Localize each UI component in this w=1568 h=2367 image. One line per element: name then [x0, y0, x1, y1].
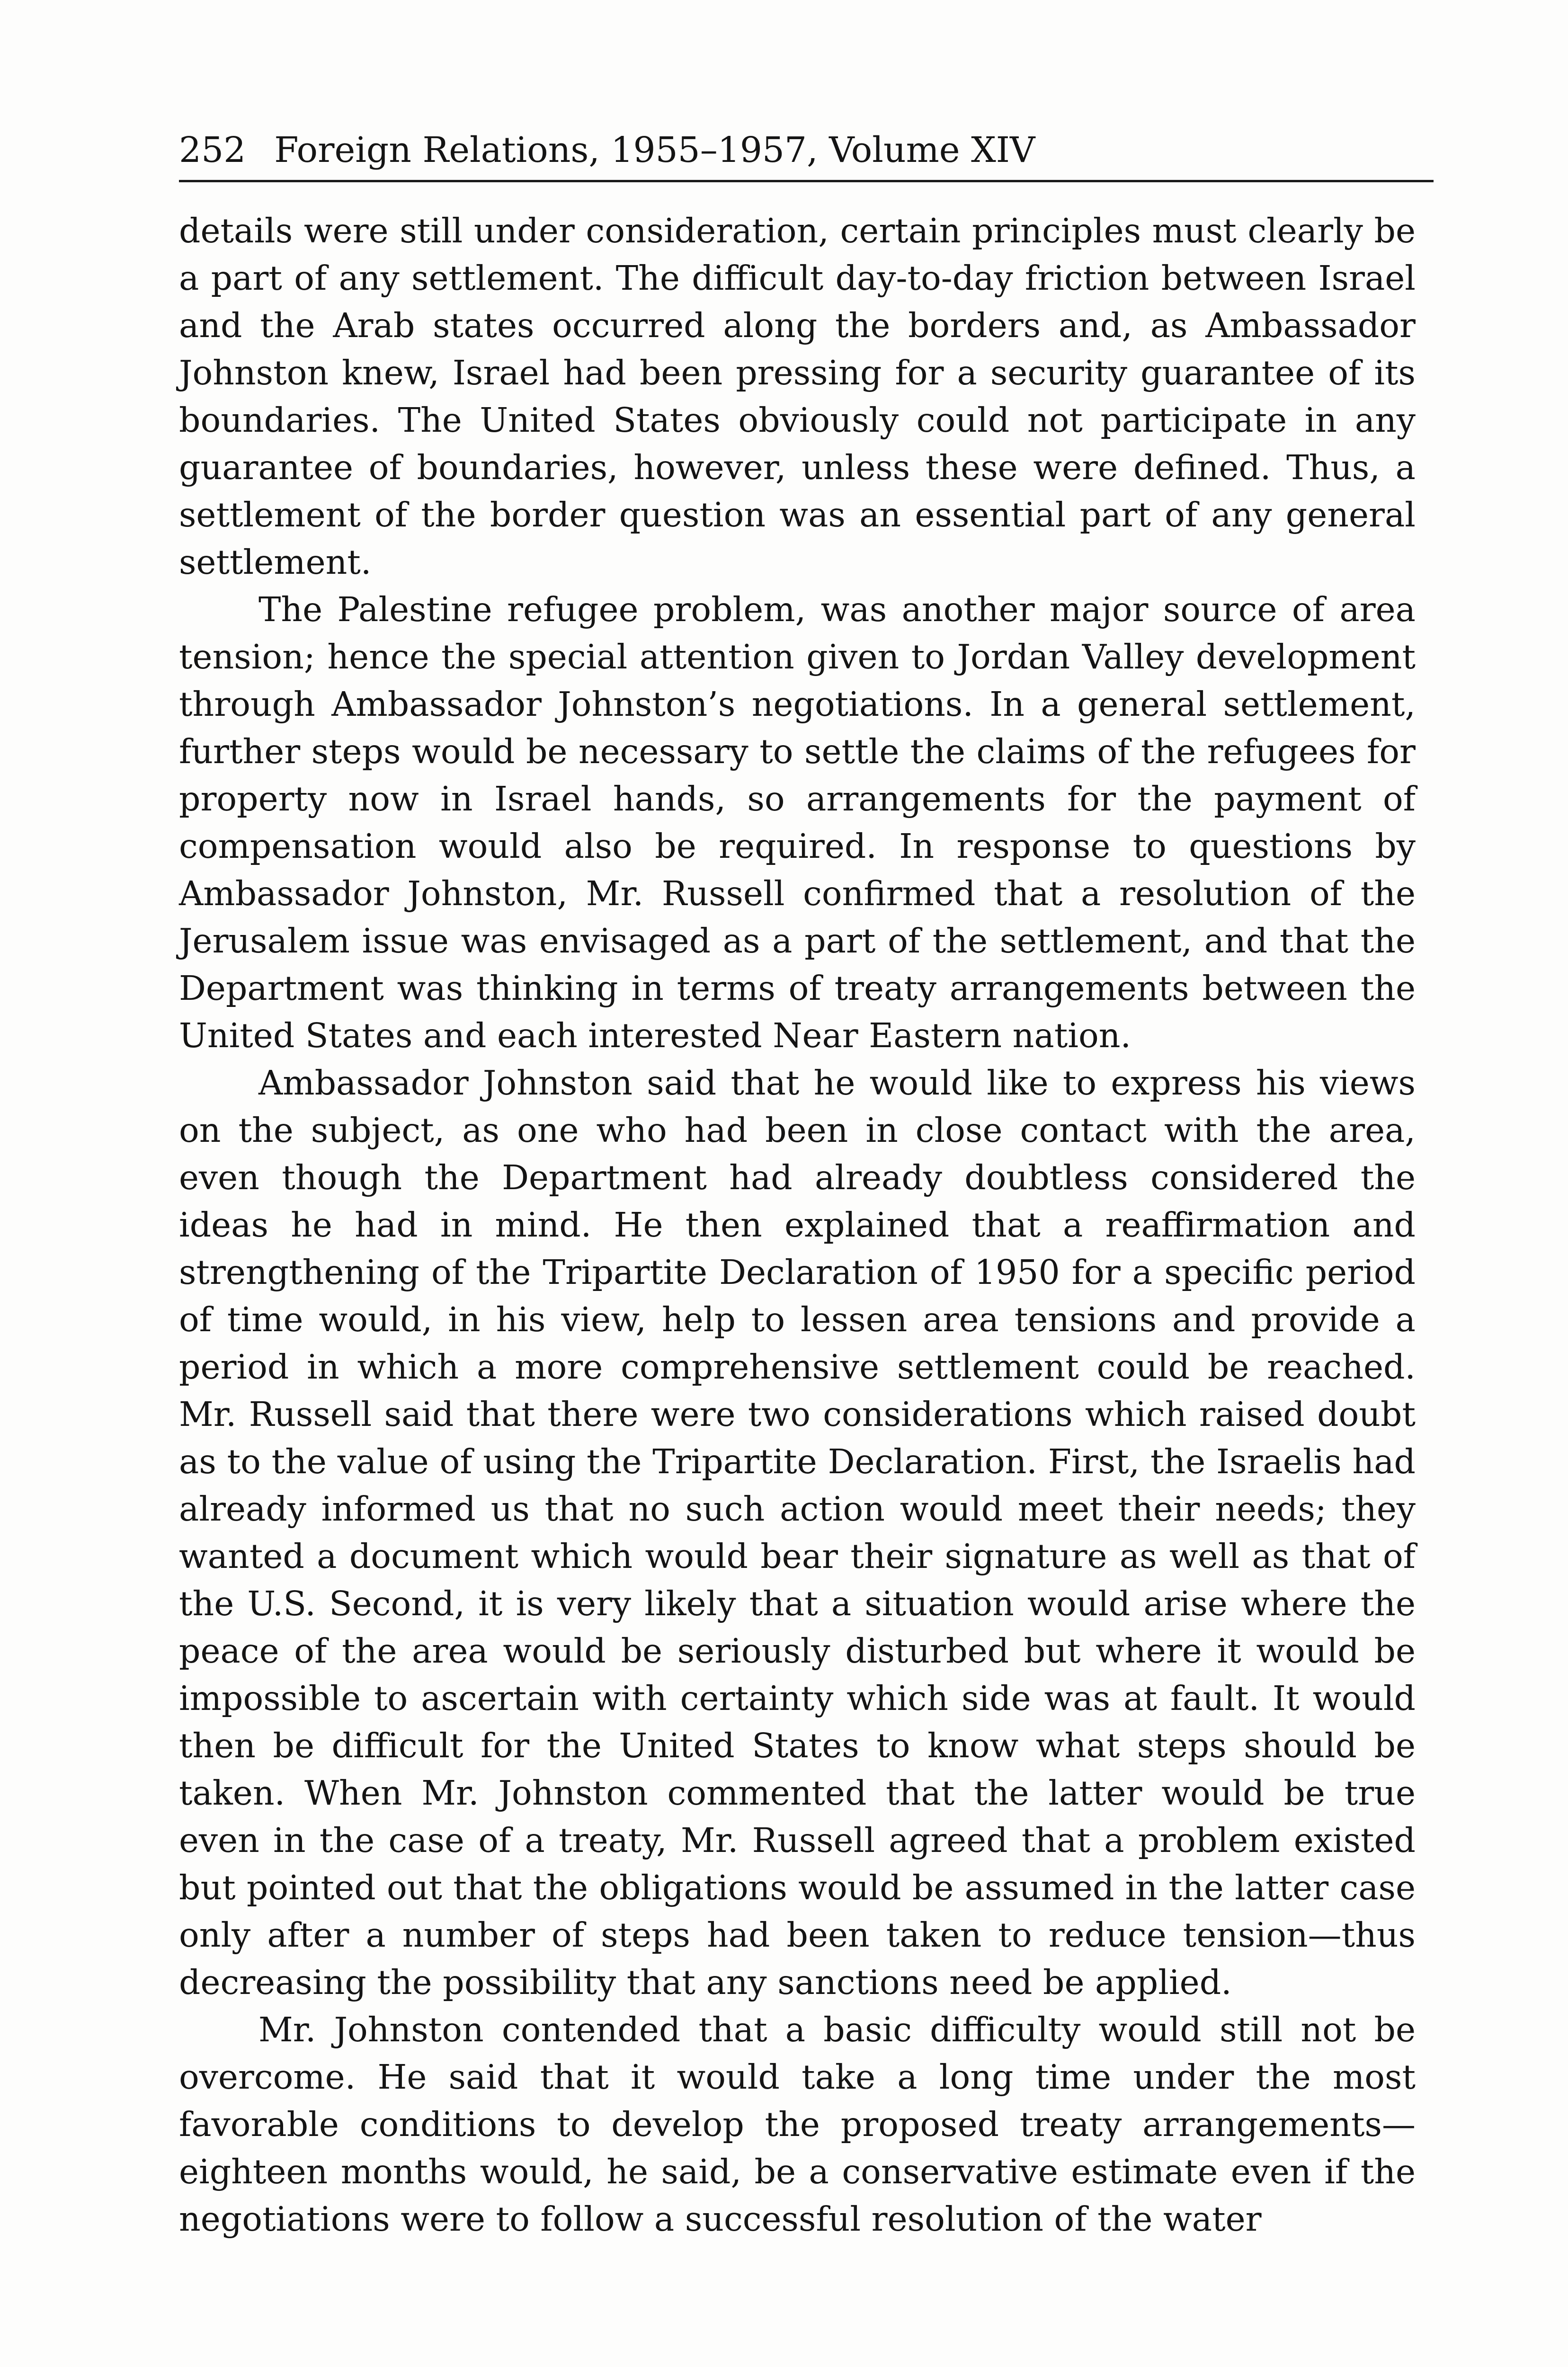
paragraph-treaty-timeline: Mr. Johnston contended that a basic difficulty would still not be overcome. He said that it would take a long time under the most favorable conditions to develop the proposed treaty arrangements—eighteen months would, he said, be a conservative estimate even if the negotiations were to follow a successful resolution of the water	[179, 2010, 1416, 2239]
paragraph-refugee-problem: The Palestine refugee problem, was another major source of area tension; hence the special attention given to Jordan Valley development through Ambassador Johnston’s negotiations. In a general settlement, further steps would be necessary to settle the claims of the refugees for property now in Israel hands, so arrangements for the payment of compensation would also be required. In response to questions by Ambassador Johnston, Mr. Russell confirmed that a resolution of the Jerusalem issue was envisaged as a part of the settlement, and that the Department was thinking in terms of treaty arrangements between the United States and each interested Near Eastern nation.	[179, 590, 1416, 1055]
paragraph-continued: details were still under consideration, certain principles must clearly be a part of any settlement. The difficult day-to-day friction between Israel and the Arab states occurred along the borders and, as Ambassador Johnston knew, Israel had been pressing for a security guarantee of its boundaries. The United States obviously could not participate in any guarantee of boundaries, however, unless these were defined. Thus, a settlement of the border question was an essential part of any general settlement.	[179, 211, 1416, 582]
paragraph-tripartite-declaration: Ambassador Johnston said that he would like to express his views on the subject, as one who had been in close contact with the area, even though the Department had already doubtless considered the ideas he had in mind. He then explained that a reaffirmation and strengthening of the Tripartite Declaration of 1950 for a specific period of time would, in his view, help to lessen area tensions and provide a period in which a more comprehensive settlement could be reached. Mr. Russell said that there were two considerations which raised doubt as to the value of using the Tripartite Declaration. First, the Israelis had already informed us that no such action would meet their needs; they wanted a document which would bear their signature as well as that of the U.S. Second, it is very likely that a situation would arise where the peace of the area would be seriously disturbed but where it would be impossible to ascertain with certainty which side was at fault. It would then be difficult for the United States to know what steps should be taken. When Mr. Johnston commented that the latter would be true even in the case of a treaty, Mr. Russell agreed that a problem existed but pointed out that the obligations would be assumed in the latter case only after a number of steps had been taken to reduce tension—thus decreasing the possibility that any sanctions need be applied.	[179, 1063, 1416, 2002]
running-title: Foreign Relations, 1955–1957, Volume XIV	[274, 130, 1035, 170]
page-number: 252	[179, 130, 246, 170]
body-text	[179, 207, 1416, 2243]
running-head	[179, 124, 1434, 182]
